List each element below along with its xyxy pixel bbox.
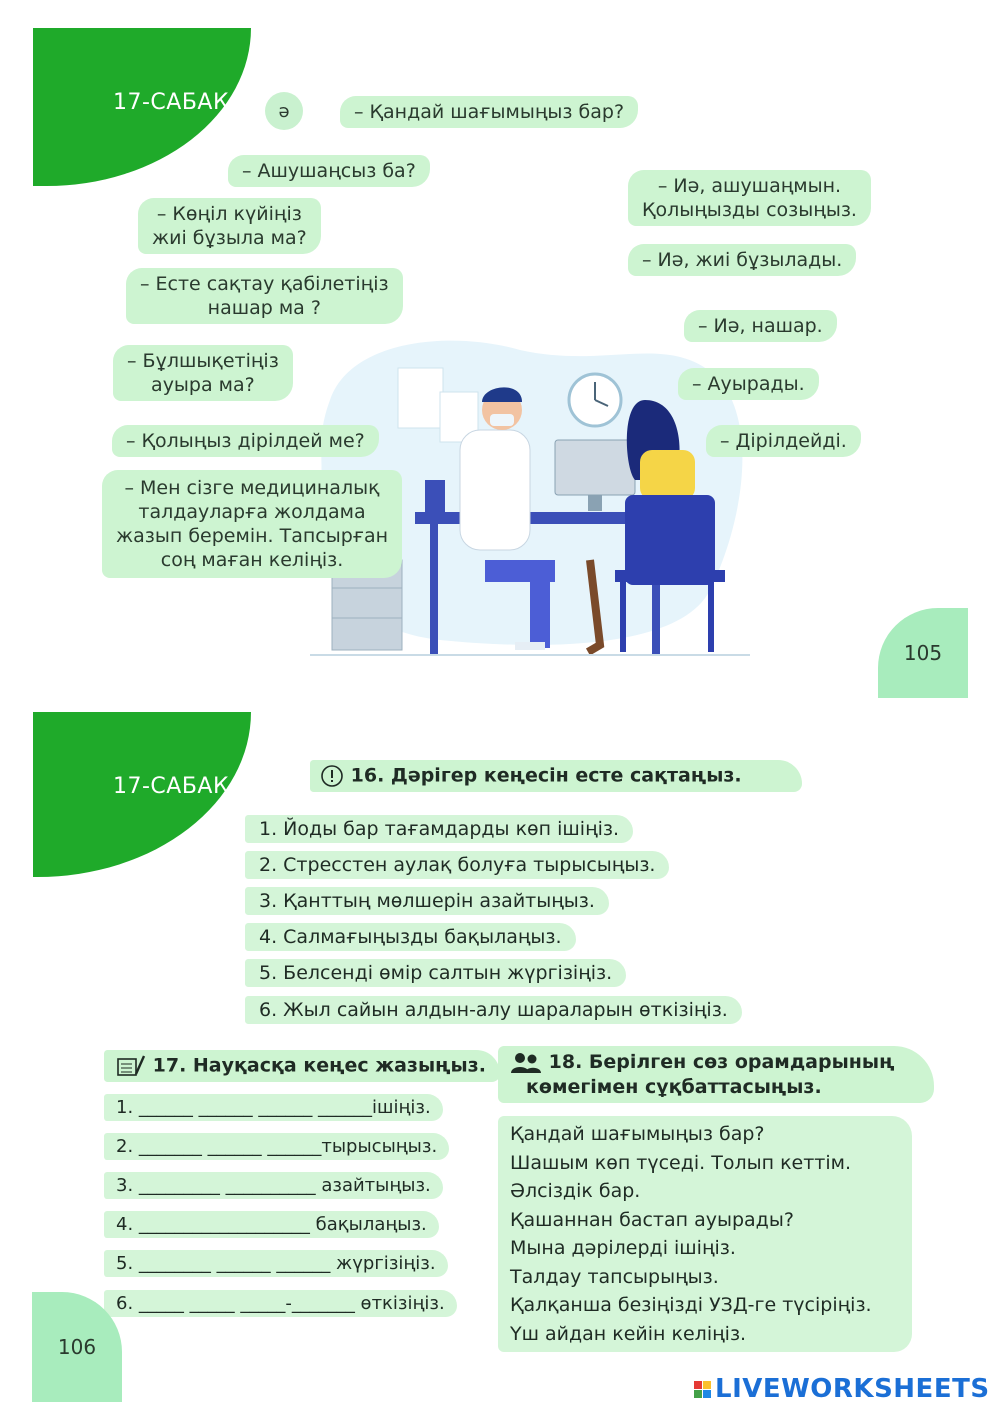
advice-item-6: 6. Жыл сайын алдын-алу шараларын өткізіңіз. — [245, 996, 742, 1024]
doctor-line-tremor: – Қолыңыз дірілдей ме? — [112, 425, 379, 457]
phrase-3: Әлсіздік бар. — [510, 1180, 641, 1202]
patient-line-irritable: – Иә, ашушаңмын. Қолыңызды созыңыз. — [628, 170, 871, 226]
write-line-1[interactable]: 1. ______ ______ ______ ______ішіңіз. — [104, 1094, 443, 1121]
phrase-6: Талдау тапсырыңыз. — [510, 1265, 719, 1288]
patient-line-muscle: – Ауырады. — [678, 368, 819, 400]
doctor-coat — [460, 430, 530, 550]
pair-people-icon — [510, 1051, 542, 1075]
phrase-7: Қалқанша безіңізді УЗД-ге түсіріңіз. — [510, 1294, 872, 1316]
lesson-title-bottom: 17-САБАҚ — [113, 774, 230, 799]
page-number-106: 106 — [32, 1292, 122, 1402]
phrase-2: Шашым көп түседі. Толып кеттім. — [510, 1151, 852, 1174]
liveworksheets-logo-icon — [694, 1381, 711, 1398]
task18-title-line1: 18. Берілген сөз орамдарының — [548, 1051, 895, 1073]
doctor-line-referral: – Мен сізге медициналық талдауларға жолдама жазып беремін. Тапсырған соң маған келіңіз. — [102, 470, 402, 578]
advice-item-3: 3. Қанттың мөлшерін азайтыңыз. — [245, 887, 609, 915]
write-line-4[interactable]: 4. ___________________ бақылаңыз. — [104, 1211, 439, 1238]
advice-item-5: 5. Белсенді өмір салтын жүргізіңіз. — [245, 959, 626, 987]
doctor-line-mood: – Көңіл күйіңіз жиі бұзыла ма? — [138, 198, 321, 254]
task18-title-line2: көмегімен сұқбаттасыңыз. — [526, 1075, 822, 1098]
page-number-105: 105 — [878, 608, 968, 698]
lesson-title-top: 17-САБАҚ — [113, 90, 230, 115]
patient-line-memory: – Иә, нашар. — [684, 310, 837, 342]
write-line-6[interactable]: 6. _____ _____ _____-_______ өткізіңіз. — [104, 1290, 457, 1317]
monitor — [555, 440, 635, 495]
advice-item-4: 4. Салмағыңызды бақылаңыз. — [245, 923, 576, 951]
schwa-letter-badge: ә — [265, 92, 303, 130]
notebook-pencil-icon — [116, 1054, 146, 1078]
advice-item-1: 1. Йоды бар тағамдарды көп ішіңіз. — [245, 815, 633, 843]
wall-chart — [398, 368, 443, 428]
exclamation-circle-icon — [320, 764, 344, 788]
phrase-5: Мына дәрілерді ішіңіз. — [510, 1237, 736, 1259]
task17-title-bar — [104, 1050, 500, 1082]
task17-title: 17. Науқасқа кеңес жазыңыз. — [152, 1054, 486, 1077]
lesson-badge-top — [33, 28, 251, 186]
doctor-line-muscle: – Бұлшықетіңіз ауыра ма? — [113, 345, 293, 401]
lesson-badge-bottom — [33, 712, 251, 877]
phrase-4: Қашаннан бастап ауырады? — [510, 1208, 794, 1231]
task18-phrase-list — [498, 1116, 912, 1352]
phrase-1: Қандай шағымыңыз бар? — [510, 1123, 765, 1145]
phrase-8: Үш айдан кейін келіңіз. — [510, 1322, 747, 1345]
task16-title-bar — [310, 760, 802, 792]
write-line-3[interactable]: 3. _________ __________ азайтыңыз. — [104, 1172, 443, 1199]
write-line-2[interactable]: 2. _______ ______ ______тырысыңыз. — [104, 1133, 449, 1160]
doctor-line-complaint: – Қандай шағымыңыз бар? — [340, 96, 638, 128]
liveworksheets-logo-text: LIVEWORKSHEETS — [715, 1374, 990, 1404]
doctor-line-irritable: – Ашушаңсыз ба? — [228, 155, 430, 187]
patient-line-tremor: – Дірілдейді. — [706, 425, 861, 457]
advice-item-2: 2. Стресстен аулақ болуға тырысыңыз. — [245, 851, 669, 879]
patient-top — [640, 450, 695, 500]
liveworksheets-logo[interactable] — [694, 1374, 990, 1404]
task18-title-bar — [498, 1046, 934, 1103]
doctor-line-memory: – Есте сақтау қабілетіңіз нашар ма ? — [126, 268, 403, 324]
task16-title: 16. Дәрігер кеңесін есте сақтаңыз. — [350, 764, 742, 787]
patient-line-mood: – Иә, жиі бұзылады. — [628, 244, 856, 276]
write-line-5[interactable]: 5. ________ ______ ______ жүргізіңіз. — [104, 1250, 448, 1277]
